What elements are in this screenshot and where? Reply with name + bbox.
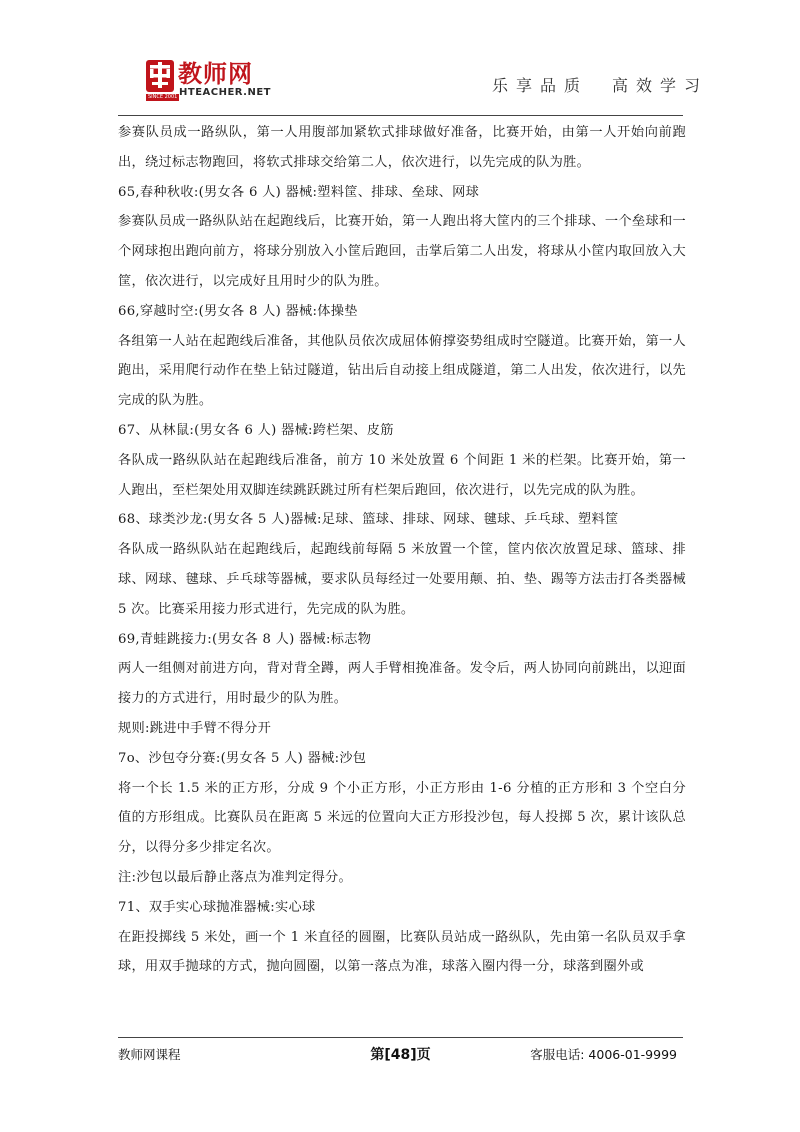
footer-course-label: 教师网课程 (118, 1047, 181, 1062)
logo-mark-icon (146, 60, 174, 94)
item-heading: 66,穿越时空:(男女各 8 人) 器械:体操垫 (118, 303, 358, 319)
header-slogan: 乐享品质 高效学习 (491, 76, 708, 95)
item-heading: 71、双手实心球抛准器械:实心球 (118, 899, 316, 915)
item-heading: 67、从林鼠:(男女各 6 人) 器械:跨栏架、皮筋 (118, 422, 394, 438)
item-heading: 68、球类沙龙:(男女各 5 人)器械:足球、篮球、排球、网球、毽球、乒乓球、塑料筐 (118, 512, 619, 528)
item-heading: 69,青蛙跳接力:(男女各 8 人) 器械:标志物 (118, 631, 372, 647)
paragraph: 在距投掷线 5 米处，画一个 1 米直径的圆圈，比赛队员站成一路纵队，先由第一名队员双手拿球，用双手抛球的方式，抛向圆圈，以第一落点为准，球落入圈内得一分，球落到圈外或 (118, 929, 686, 975)
paragraph: 两人一组侧对前进方向，背对背全蹲，两人手臂相挽准备。发令后，两人协同向前跳出，以迎面接力的方式进行，用时最少的队为胜。 (118, 661, 686, 707)
paragraph: 将一个长 1.5 米的正方形，分成 9 个小正方形，小正方形由 1-6 分植的正方形和 3 个空白分值的方形组成。比赛队员在距离 5 米远的位置向大正方形投沙包，每人投掷 5 次，累计该队总分，以得分多少排定名次。 (118, 780, 686, 856)
document-body (118, 118, 686, 982)
item-heading: 7o、沙包夺分赛:(男女各 5 人) 器械:沙包 (118, 750, 367, 766)
page-header (0, 0, 800, 115)
rule-note: 规则:跳进中手臂不得分开 (118, 720, 272, 736)
site-logo[interactable] (146, 60, 276, 102)
paragraph: 参赛队员成一路纵队站在起跑线后，比赛开始，第一人跑出将大筐内的三个排球、一个垒球和一个网球抱出跑向前方，将球分别放入小筐后跑回，击掌后第二人出发，将球从小筐内取回放入大筐，依次进行，以完成好且用时少的队为胜。 (118, 214, 686, 289)
logo-subtext: HTEACHER.NET (179, 87, 272, 98)
paragraph: 参赛队员成一路纵队，第一人用腹部加紧软式排球做好准备，比赛开始，由第一人开始向前跑出，绕过标志物跑回，将软式排球交给第二人，依次进行，以先完成的队为胜。 (118, 125, 686, 170)
rule-note: 注:沙包以最后静止落点为准判定得分。 (118, 869, 353, 885)
paragraph: 各队成一路纵队站在起跑线后，起跑线前每隔 5 米放置一个筐，筐内依次放置足球、篮球、排球、网球、毽球、乒乓球等器械，要求队员每经过一处要用颠、拍、垫、踢等方法击打各类器械 5 次。比赛采用接力形式进行，先完成的队为胜。 (118, 542, 686, 617)
footer-divider (118, 1037, 683, 1038)
page-number: 第[48]页 (370, 1047, 431, 1063)
page-footer (118, 1045, 683, 1065)
logo-text: 教师网 (178, 60, 253, 88)
paragraph: 各组第一人站在起跑线后准备，其他队员依次成屈体俯撑姿势组成时空隧道。比赛开始，第一人跑出，采用爬行动作在垫上钻过隧道，钻出后自动接上组成隧道，第二人出发，依次进行，以先完成的队为胜。 (118, 333, 686, 409)
logo-since: SINCE 2001 (148, 94, 178, 100)
footer-phone: 客服电话: 4006-01-9999 (530, 1047, 677, 1062)
paragraph: 各队成一路纵队站在起跑线后准备，前方 10 米处放置 6 个间距 1 米的栏架。比赛开始，第一人跑出，至栏架处用双脚连续跳跃跳过所有栏架后跑回，依次进行，以先完成的队为胜。 (118, 452, 686, 498)
header-divider (118, 115, 683, 116)
item-heading: 65,春种秋收:(男女各 6 人) 器械:塑料筐、排球、垒球、网球 (118, 184, 480, 200)
